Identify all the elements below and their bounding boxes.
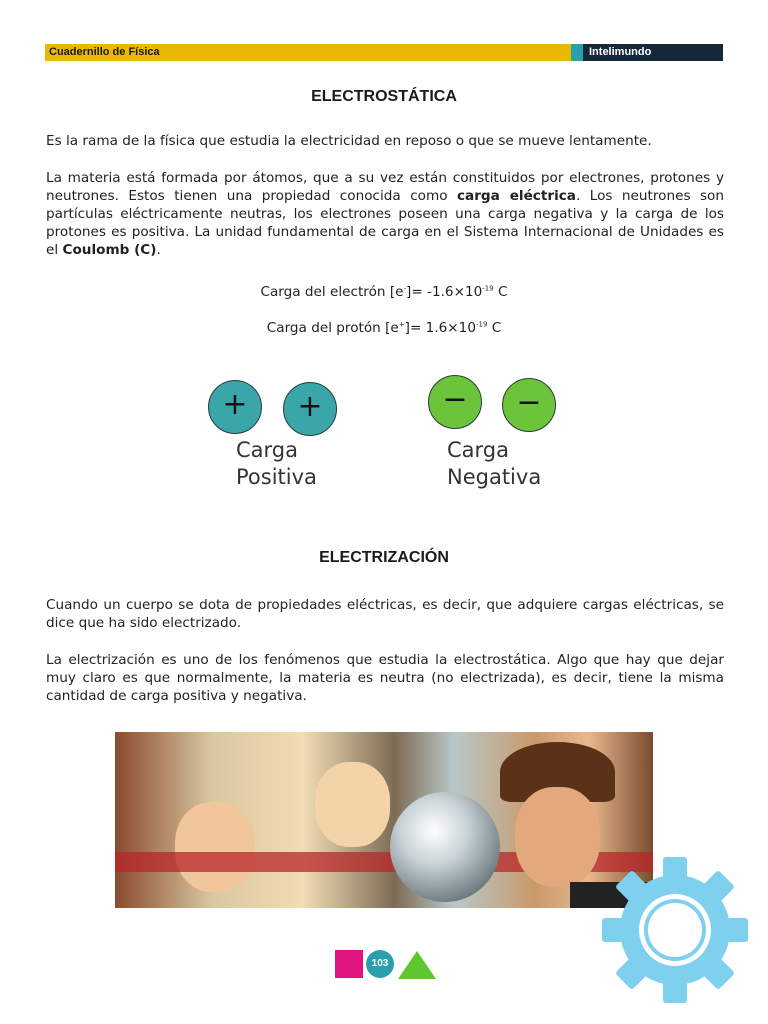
positive-charge-icon: +: [283, 382, 337, 436]
formula-electron-pre: Carga del electrón [e: [260, 284, 404, 300]
electrostatic-hair-photo: [115, 732, 653, 908]
paragraph-atoms-text-a: La materia está formada por átomos, que a su vez están constituidos por electrones, protones y neutrones. Estos tienen una propiedad conocida como: [46, 170, 724, 204]
term-coulomb: Coulomb (C): [62, 242, 157, 258]
positive-charge-label: [236, 437, 317, 491]
formula-proton-unit: C: [487, 320, 502, 336]
header-book-title: Cuadernillo de Física: [45, 44, 571, 61]
negative-charge-icon: −: [428, 375, 482, 429]
negative-charge-icon: −: [502, 378, 556, 432]
formula-electron-value: ]= -1.6×10: [406, 284, 483, 300]
formula-electron-charge: [0, 284, 768, 300]
paragraph-atoms: [46, 169, 724, 259]
formula-proton-pre: Carga del protón [e: [266, 320, 399, 336]
section-title-electrostatica: ELECTROSTÁTICA: [311, 88, 457, 105]
positive-charge-icon: +: [208, 380, 262, 434]
footer-triangle-shape: [398, 951, 436, 979]
term-carga-electrica: carga eléctrica: [457, 188, 576, 204]
formula-electron-exponent: -19: [482, 284, 494, 293]
paragraph-neutral-matter: La electrización es uno de los fenómenos que estudia la electrostática. Algo que hay que dejar muy claro es que normalmente, la materia es neutra (no electrizada), es decir, tiene la misma cantidad de carga positiva y negativa.: [46, 652, 724, 704]
gear-icon: [600, 855, 750, 1005]
header-publisher: Intelimundo: [583, 44, 723, 61]
negative-charge-label-line1: Carga: [447, 438, 509, 462]
footer-square-shape: [335, 950, 363, 978]
paragraph-atoms-text-c: .: [156, 242, 161, 258]
van-de-graaff-sphere: [390, 792, 500, 902]
formula-electron-sign: -: [403, 284, 407, 293]
negative-charge-label: [447, 437, 541, 491]
paragraph-atoms-text-b: . Los neutrones son partículas eléctricamente neutras, los electrones poseen una carga negativa y la carga de los protones es positiva. La unidad fundamental de carga en el Sistema Internacional de Unidades es el: [46, 188, 724, 258]
paragraph-electrized-body: Cuando un cuerpo se dota de propiedades eléctricas, es decir, que adquiere cargas eléctricas, se dice que ha sido electrizado.: [46, 597, 724, 631]
formula-proton-charge: [0, 320, 768, 336]
page-header: [45, 44, 723, 61]
formula-proton-value: ]= 1.6×10: [404, 320, 476, 336]
formula-proton-sign: +: [398, 320, 405, 329]
section-title-electrizacion: ELECTRIZACIÓN: [319, 549, 449, 566]
formula-electron-unit: C: [493, 284, 508, 300]
header-accent: [571, 44, 583, 61]
photo-girl: [175, 802, 255, 892]
photo-boy: [515, 787, 600, 887]
formula-proton-exponent: -19: [475, 320, 488, 329]
photo-woman: [315, 762, 390, 847]
paragraph-definition: Es la rama de la física que estudia la electricidad en reposo o que se mueve lentamente.: [46, 133, 652, 149]
negative-charge-label-line2: Negativa: [447, 465, 542, 489]
positive-charge-label-line2: Positiva: [236, 465, 317, 489]
page-number: 103: [366, 950, 394, 978]
positive-charge-label-line1: Carga: [236, 438, 298, 462]
